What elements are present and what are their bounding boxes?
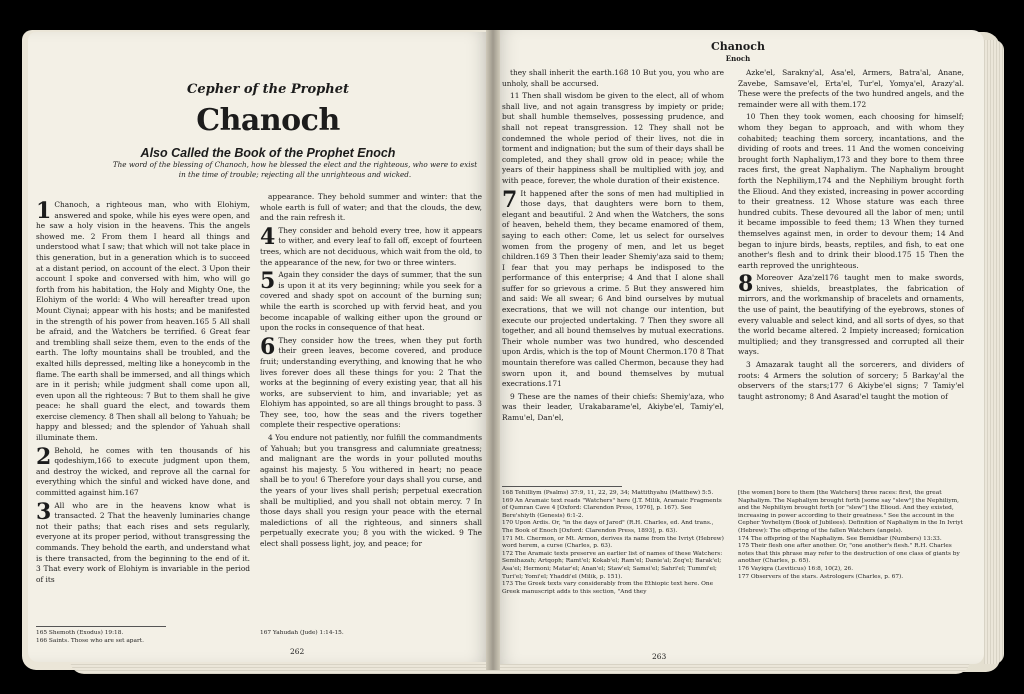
footnote: [the women] bore to them [the Watchers] three races: first, the great Naphaliym. The Naphaliym brought forth [some say "slew"] the Nephiliym, and the Nephiliym brought forth [or "slew"] the Elioud. And they existed, increasing in power according to their greatness." See the account in the Cepher Yovheliym (Book of Jubilees). Definition of Naphaliym in the In Ivriyt (Hebrew): The offspring of the fallen Watchers (angels).	[738, 490, 963, 534]
footnote-rule	[36, 626, 166, 627]
paragraph	[738, 68, 964, 110]
paragraph	[502, 186, 724, 390]
right-footnotes-2	[738, 490, 964, 581]
verse-text: They consider how the trees, when they put forth their green leaves, become covered, and produce fruit; understanding everything, and knowing that he who lives forever does all these things for you: 2 That the works at the beginning of every existing year, that all his works, are subservient to him, and invariable; yet as Elohiym has appointed, so are all things brought to pass. 3 They see, too, how the seas and the rivers together complete their respective operations:	[260, 335, 482, 430]
title-block	[68, 82, 468, 160]
footnote: 166 Saints. Those who are set apart.	[36, 637, 144, 644]
paragraph	[502, 392, 724, 424]
footnote: 168 Tehilliym (Psalms) 37:9, 11, 22, 29, 34; Mattithyahu (Matthew) 5:5.	[502, 490, 714, 496]
chapter-number: 7	[502, 186, 518, 213]
running-title: Chanoch	[711, 40, 765, 53]
chapter-number: 1	[36, 198, 52, 224]
chapter-number: 4	[260, 223, 276, 250]
left-footnotes-2	[260, 630, 474, 638]
footnote: 174 The offspring of the Naphaliym. See Bemidbar (Numbers) 13:33.	[738, 535, 942, 542]
running-head	[492, 40, 984, 63]
page-number-left: 262	[290, 647, 305, 656]
verse-text: They consider and behold every tree, how it appears to wither, and every leaf to fall off, except of fourteen trees, which are not deciduous, which wait from the old, to the appearance of the new, for two or three winters.	[260, 225, 482, 267]
paragraph	[36, 200, 250, 444]
chapter-number: 8	[738, 271, 754, 298]
paragraph	[502, 68, 724, 89]
book-title: Chanoch	[196, 103, 340, 138]
footnote: 175 Their flesh one after another. Or, "one another's flesh." R.H. Charles notes that this phrase may refer to the destruction of one class of giants by another (Charles, p. 65).	[738, 543, 960, 565]
chapter-number: 6	[260, 333, 276, 360]
chapter-number: 3	[36, 498, 52, 525]
book-gutter	[486, 30, 500, 670]
paragraph	[36, 443, 250, 499]
paragraph	[260, 270, 482, 334]
footnote: 173 The Greek texts vary considerably from the Ethiopic text here. One Greek manuscript adds to this section, "And they	[502, 581, 714, 595]
verse-text: 10 Then they took women, each choosing for himself; whom they began to approach, and with whom they cohabited; teaching them sorcery, incantations, and the dividing of roots and trees. 11 And the women conceiving brought forth Naphaliym,173 and they bore to them three races first, the great Naphaliym. The Naphaliym brought forth the Nephiliym,174 and the Nephiliym brought forth the Elioud. And they existed, increasing in power according to their greatness. 12 Whose stature was each three hundred cubits. These devoured all the labor of men; until it became impossible to feed them; 13 When they turned themselves against men, in order to devour them; 14 And began to injure birds, beasts, reptiles, and fish, to eat one another's flesh and to drink their blood.175 15 Then the earth reproved the unrighteous.	[738, 112, 964, 270]
verse-text: Behold, he comes with ten thousands of his qodeshiym,166 to execute judgment upon them, and destroy the wicked, and reprove all the carnal for everything which the sinful and wicked have done, and committed against him.167	[36, 445, 250, 498]
right-page	[492, 30, 984, 664]
right-footnotes-1	[502, 490, 724, 596]
right-column-1	[502, 68, 724, 482]
verse-text: Again they consider the days of summer, that the sun is upon it at its very beginning; while you seek for a covered and shady spot on account of the burning sun; while the earth is scorched up with fervid heat, and you become incapable of walking either upon the ground or upon the rocks in consequence of that heat.	[260, 270, 482, 333]
footnote: 169 An Aramaic text reads "Watchers" here (J.T. Milik, Aramaic Fragments of Qumran Cave 4 [Oxford: Clarendon Press, 1976], p. 167). See Bere'shiyth (Genesis) 6:1-2.	[502, 497, 722, 519]
left-column-2	[260, 192, 482, 622]
paragraph	[260, 223, 482, 268]
chapter-number: 5	[260, 268, 276, 295]
footnote: 170 Upon Ardis. Or, "in the days of Jared" (R.H. Charles, ed. And trans., The Book of Enoch [Oxford: Clarendon Press, 1893], p. 63).	[502, 520, 714, 534]
verse-text: they shall inherit the earth.168 10 But you, you who are unholy, shall be accursed.	[502, 68, 724, 88]
right-column-2	[738, 68, 964, 482]
verse-text: 3 Amazarak taught all the sorcerers, and dividers of roots: 4 Armers the solution of sorcery; 5 Barkay'al the observers of the stars;177 6 Akiybe'el signs; 7 Tamiy'el taught astronomy; 8 And Asarad'el taught the motion of	[738, 360, 964, 401]
paragraph	[738, 112, 964, 271]
verse-text: 9 These are the names of their chiefs: Shemiy'aza, who was their leader, Urakabarame'el, Akiybe'el, Tamiy'el, Ramu'el, Dan'el,	[502, 391, 724, 422]
paragraph	[36, 498, 250, 586]
verse-text: Chanoch, a righteous man, who with Elohiym, answered and spoke, while his eyes were open, and he saw a holy vision in the heavens. This the angels showed me. 2 From them I heard all things and understood what I saw; that which will not take place in this generation, but in a generation which is to succeed at a distant period, on account of the elect. 3 Upon their account I spoke and conversed with him, who will go forth from his habitation, the Holy and Mighty One, the Elohiym of the world: 4 Who will hereafter tread upon Mount Ciynai; appear with his hosts; and be manifested in the strength of his power from heaven.165 5 All shall be afraid, and the Watchers be terrified. 6 Great fear and trembling shall seize them, even to the ends of the earth. The lofty mountains shall be troubled, and the exalted hills depressed, melting like a honeycomb in the flame. The earth shall be immersed, and all things which are in it perish; while judgment shall come upon all, even upon all the righteous: 7 But to them shall he give peace: he shall guard the elect, and towards them exercise clemency. 8 Then shall all belong to Yahuah; be happy and blessed; and the splendor of Yahuah shall illuminate them.	[36, 200, 250, 443]
book-subtitle: Also Called the Book of the Prophet Enoch	[140, 146, 396, 160]
verse-text: Azke'el, Sarakny'al, Asa'el, Armers, Batra'al, Anane, Zavebe, Samsave'el, Erta'el, Tur'el, Yomya'el, Arazy'al. These were the prefects of the two hundred angels, and the remainder were all with them.172	[738, 68, 964, 109]
verse-text: appearance. They behold summer and winter: that the whole earth is full of water; and that the clouds, the dew, and the rain refresh it.	[260, 192, 482, 223]
cepher-line: Cepher of the Prophet	[187, 82, 349, 97]
verse-text: 11 Then shall wisdom be given to the elect, all of whom shall live, and not again transgress by impiety or pride; but shall humble themselves, possessing prudence, and shall not repeat transgression. 12 They shall not be condemned the whole period of their lives, not die in torment and indignation; but the sum of their days shall be completed, and they shall grow old in peace; while the years of their happiness shall be multiplied with joy, and with peace, forever, the whole duration of their existence.	[502, 91, 724, 185]
paragraph	[260, 192, 482, 224]
paragraph	[502, 91, 724, 186]
footnote: 177 Observers of the stars. Astrologers (Charles, p. 67).	[738, 573, 904, 580]
footnote: 165 Shemoth (Exodus) 19:18.	[36, 630, 124, 636]
footnote-rule-right	[502, 486, 622, 487]
verse-text: All who are in the heavens know what is transacted. 2 That the heavenly luminaries change not their paths; that each rises and sets regularly, everyone at its proper period, without transgressing the commands. They behold the earth, and understand what is there transacted, from the beginning to the end of it. 3 That every work of Elohiym is invariable in the period of its	[36, 500, 250, 584]
left-footnotes-1	[36, 630, 250, 645]
left-column-1	[36, 200, 250, 618]
verse-text: 4 You endure not patiently, nor fulfill the commandments of Yahuah; but you transgress and calumniate greatness; and malignant are the words in your polluted mouths against his majesty. 5 You withered in heart; no peace shall be to you! 6 Therefore your days shall you curse, and the years of your lives shall perish; perpetual execration shall be multiplied, and you shall not obtain mercy. 7 In those days shall you resign your peace with the eternal maledictions of all the righteous, and sinners shall perpetually execrate you; 8 you with the wicked. 9 The elect shall possess light, joy, and peace; for	[260, 433, 482, 548]
verse-text: Moreover Aza'zel176 taught men to make swords, knives, shields, breastplates, the fabrication of mirrors, and the workmanship of bracelets and ornaments, the use of paint, the beautifying of the eyebrows, stones of every valuable and select kind, and all sorts of dyes, so that the world became altered. 2 Impiety increased; fornication multiplied; and they transgressed and corrupted all their ways.	[738, 273, 964, 357]
footnote: 172 The Aramaic texts preserve an earlier list of names of these Watchers: Semihazah; Artqoph; Ramt'el; Kokab'el; Ram'el; Danie'al; Zeq'el; Barak'el; Asa'el; Hermoni; Matar'el; Anan'el; Staw'el; Samsi'el; Sahri'el; Tummi'el; Turi'el; Yomi'el; Yhaddi'el (Milik, p. 151).	[502, 550, 723, 580]
paragraph	[260, 433, 482, 550]
footnote: 176 Vayiqra (Leviticus) 16:8, 10(2), 26.	[738, 565, 854, 572]
page-block-edge	[984, 40, 1004, 664]
footnote: 167 Yahudah (Jude) 1:14-15.	[260, 630, 344, 636]
footnote: 171 Mt. Chermon, or Mt. Armon, derives its name from the Ivriyt (Hebrew) word herem, a curse (Charles, p. 63).	[502, 535, 724, 550]
running-subtitle: Enoch	[725, 54, 751, 63]
intro-text: The word of the blessing of Chanoch, how he blessed the elect and the righteous, who were to exist in the time of trouble; rejecting all the unrighteous and wicked.	[112, 160, 478, 179]
left-page	[28, 32, 494, 662]
paragraph	[260, 333, 482, 431]
chapter-number: 2	[36, 443, 52, 470]
verse-text: It happened after the sons of men had multiplied in those days, that daughters were born to them, elegant and beautiful. 2 And when the Watchers, the sons of heaven, beheld them, they became enamored of them, saying to each other: Come, let us select for ourselves women from the progeny of men, and let us beget children.169 3 Then their leader Shemiy'aza said to them; I fear that you may perhaps be indisposed to the performance of this enterprise; 4 And that I alone shall suffer for so grievous a crime. 5 But they answered him and said: We all swear; 6 And bind ourselves by mutual execrations, that we will not change our intention, but execute our projected undertaking. 7 Then they swore all together, and all bound themselves by mutual execrations. Their whole number was two hundred, who descended upon Ardis, which is the top of Mount Chermon.170 8 That mountain therefore was called Chermon, because they had sworn upon it, and bound themselves by mutual execrations.171	[502, 188, 724, 389]
paragraph	[738, 360, 964, 402]
paragraph	[738, 273, 964, 358]
page-number-right: 263	[652, 652, 667, 661]
